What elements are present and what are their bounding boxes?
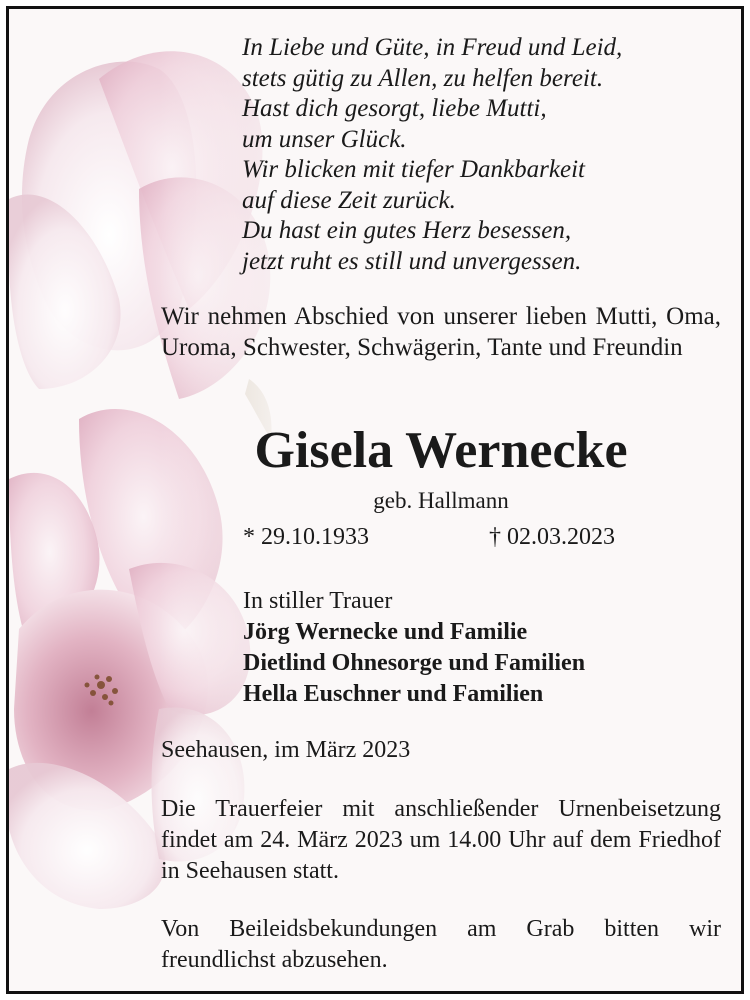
poem-line: Du hast ein gutes Herz besessen, [242, 217, 572, 244]
poem-line: In Liebe und Güte, in Freud und Leid, [242, 34, 623, 61]
mourner-name: Dietlind Ohnesorge und Familien [243, 650, 586, 676]
mourners-block [243, 586, 723, 710]
condolence-notice: Von Beileidsbekundungen am Grab bitten wir freundlichst abzusehen. [161, 916, 721, 973]
poem-line: Hast dich gesorgt, liebe Mutti, [242, 95, 547, 122]
poem-line: Wir blicken mit tiefer Dankbarkeit [242, 156, 585, 183]
deceased-name: Gisela Wernecke [254, 422, 628, 479]
death-date: † 02.03.2023 [489, 524, 615, 550]
memorial-poem [242, 33, 722, 277]
poem-line: stets gütig zu Allen, zu helfen bereit. [242, 64, 604, 92]
maiden-name: geb. Hallmann [373, 488, 509, 513]
mourners-heading: In stiller Trauer [243, 588, 393, 614]
mourner-name: Jörg Wernecke und Familie [243, 619, 528, 645]
obituary-card [6, 6, 744, 994]
ceremony-notice: Die Trauerfeier mit anschließender Urnenbeisetzung findet am 24. März 2023 um 14.00 Uhr auf dem Friedhof in Seehausen statt. [161, 796, 721, 884]
poem-line: um unser Glück. [242, 125, 407, 153]
birth-date: * 29.10.1933 [243, 524, 369, 550]
poem-line: jetzt ruht es still und unvergessen. [242, 247, 582, 275]
place-and-date: Seehausen, im März 2023 [161, 737, 411, 763]
farewell-intro: Wir nehmen Abschied von unserer lieben Mutti, Oma, Uroma, Schwester, Schwägerin, Tante und Freundin [161, 303, 721, 361]
mourner-name: Hella Euschner und Familien [243, 681, 544, 707]
poem-line: auf diese Zeit zurück. [242, 186, 456, 214]
